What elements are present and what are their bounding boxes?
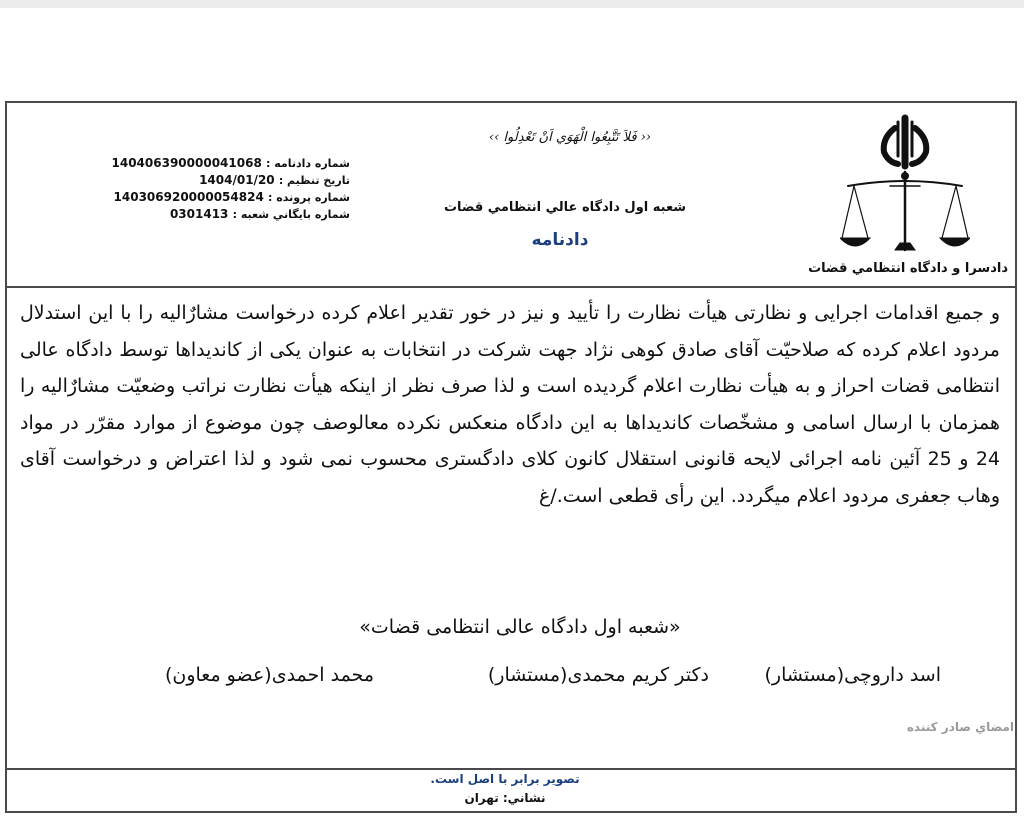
- emblem-caption: دادسرا و دادگاه انتظامي قضات: [808, 261, 1008, 276]
- meta-value: 0301413: [169, 207, 229, 221]
- document-title: دادنامه: [531, 230, 589, 250]
- meta-label: شماره پرونده :: [268, 191, 350, 204]
- quran-verse: ‹‹ فَلاَ تَتَّبِعُوا الْهَوَي اَنْ تَعْدِلُوا ››: [488, 130, 652, 145]
- address-note: نشاني: تهران: [464, 791, 546, 805]
- top-strip: [0, 0, 1024, 8]
- meta-value: 140406390000041068: [111, 156, 262, 170]
- meta-row: [90, 189, 350, 206]
- branch-signature: «شعبه اول دادگاه عالی انتظامی قضات»: [359, 616, 681, 638]
- court-name: شعبه اول دادگاه عالي انتظامي قضات: [443, 200, 687, 215]
- signer-caption: امضاي صادر كننده: [906, 720, 1014, 734]
- certified-copy-note: تصوير برابر با اصل است.: [430, 772, 580, 786]
- meta-label: تاريخ تنظيم :: [278, 174, 350, 187]
- meta-row: [90, 206, 350, 223]
- meta-label: شماره بايگاني شعبه :: [232, 208, 350, 221]
- emblem-block: [790, 108, 1016, 286]
- meta-label: شماره دادنامه :: [265, 157, 350, 170]
- meta-value: 1404/01/20: [199, 173, 275, 187]
- judge-name: دکتر کریم محمدی(مستشار): [487, 664, 709, 686]
- meta-row: [90, 155, 350, 172]
- judge-name: اسد داروچی(مستشار): [764, 664, 941, 686]
- iran-emblem-scales-of-justice-icon: [840, 110, 970, 260]
- case-meta: [90, 155, 350, 223]
- footer-divider: [5, 768, 1017, 770]
- meta-row: [90, 172, 350, 189]
- meta-value: 140306920000054824: [113, 190, 264, 204]
- header-divider: [5, 286, 1017, 288]
- verdict-body-text: و جمیع اقدامات اجرایی و نظارتی هیأت نظارت را تأیید و نیز در خور تقدیر اعلام کرده درخواست مشارٌالیه را با این استدلال مردود اعلام کرده که صلاحیّت آقای صادق کوهی نژاد جهت شرکت در انتخابات به عنوان یکی از کاندیداها توسط دادگاه عالی انتظامی قضات احراز و به هیأت نظارت اعلام گردیده است و لذا صرف نظر از اینکه هیأت نظارت نراتب وضعیّت مشارٌالیه را همزمان با ارسال اسامی و مشخّصات کاندیداها به این دادگاه منعکس نکرده معالوصف چون موضوع از موارد مقرّر در مواد 24 و 25 آئین نامه اجرائی لایحه قانونی استقلال کانون کلای دادگستری محسوب نمی شود و لذا اعتراض و درخواست آقای وهاب جعفری مردود اعلام میگردد. این رأی قطعی است./غ: [20, 302, 1000, 507]
- judge-name: محمد احمدی(عضو معاون): [164, 664, 374, 686]
